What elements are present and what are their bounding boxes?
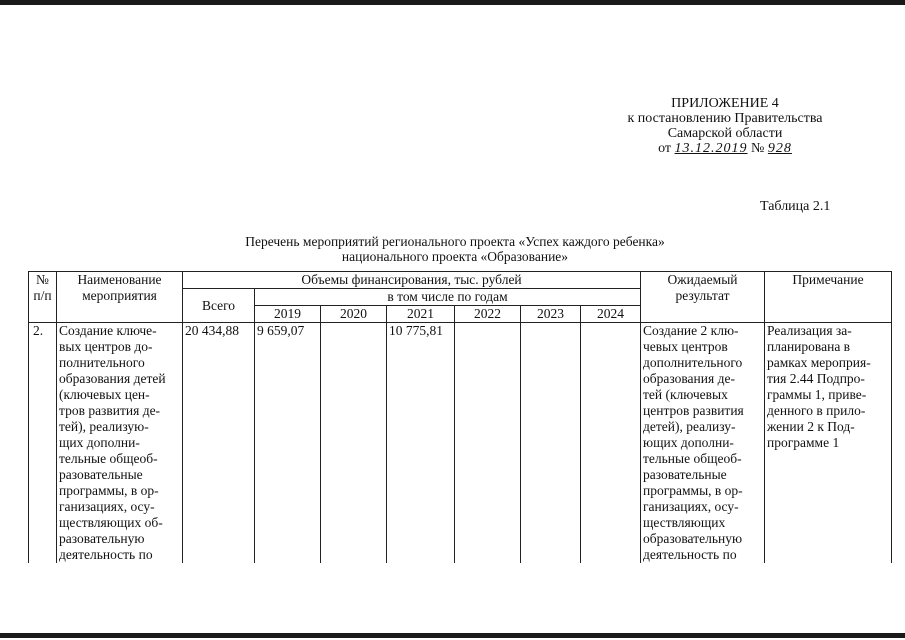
resolution-date: 13.12.2019 xyxy=(674,141,748,156)
row-year-value xyxy=(321,323,387,564)
header-note: Примечание xyxy=(765,272,892,323)
bottom-border xyxy=(0,633,905,638)
header-year: 2022 xyxy=(455,306,521,323)
header-year: 2021 xyxy=(387,306,455,323)
number-label: № xyxy=(751,141,765,156)
table-row xyxy=(29,323,892,564)
header-year: 2019 xyxy=(255,306,321,323)
row-num: 2. xyxy=(29,323,57,564)
appendix-line-resolution: к постановлению Правительства xyxy=(627,111,823,126)
caption-line-2: национального проекта «Образование» xyxy=(341,249,569,264)
appendix-date-line xyxy=(560,141,890,156)
appendix-line-region: Самарской области xyxy=(667,126,783,141)
row-total: 20 434,88 xyxy=(183,323,255,564)
table-number: Таблица 2.1 xyxy=(760,199,831,214)
row-result: Создание 2 клю- чевых центров дополнительного образования де- тей (ключевых центров развития детей), реализу- ющих дополни- тельные общеоб- разовательные программы, в ор- ганизациях, осу- ществляющих образовательную деятельность по xyxy=(641,323,765,564)
header-year: 2023 xyxy=(521,306,581,323)
header-result: Ожидаемый результат xyxy=(641,272,765,323)
row-name: Создание ключе- вых центров до- полнительного образования детей (ключевых цен- тров развития де- тей), реализую- щих дополни- тельные общеоб- разовательные программы, в ор- ганизациях, осу- ществляющих об- разовательную деятельность по xyxy=(57,323,183,564)
row-year-value: 10 775,81 xyxy=(387,323,455,564)
from-label: от xyxy=(658,141,672,156)
row-year-value xyxy=(521,323,581,564)
row-year-value xyxy=(455,323,521,564)
appendix-block xyxy=(560,96,890,156)
table-caption xyxy=(150,234,760,264)
resolution-number: 928 xyxy=(767,141,792,156)
header-name: Наименование мероприятия xyxy=(57,272,183,323)
header-total: Всего xyxy=(183,289,255,323)
header-by-years: в том числе по годам xyxy=(255,289,641,306)
header-year: 2024 xyxy=(581,306,641,323)
appendix-title: ПРИЛОЖЕНИЕ 4 xyxy=(671,96,779,111)
measures-table xyxy=(28,271,892,563)
header-year: 2020 xyxy=(321,306,387,323)
top-border xyxy=(0,0,905,5)
header-num: № п/п xyxy=(29,272,57,323)
row-year-value xyxy=(581,323,641,564)
row-year-value: 9 659,07 xyxy=(255,323,321,564)
caption-line-1: Перечень мероприятий регионального проекта «Успех каждого ребенка» xyxy=(245,234,665,249)
header-funding: Объемы финансирования, тыс. рублей xyxy=(183,272,641,289)
row-note: Реализация за- планирована в рамках мероприя- тия 2.44 Подпро- граммы 1, приве- денного в прило- жении 2 к Под- программе 1 xyxy=(765,323,892,564)
